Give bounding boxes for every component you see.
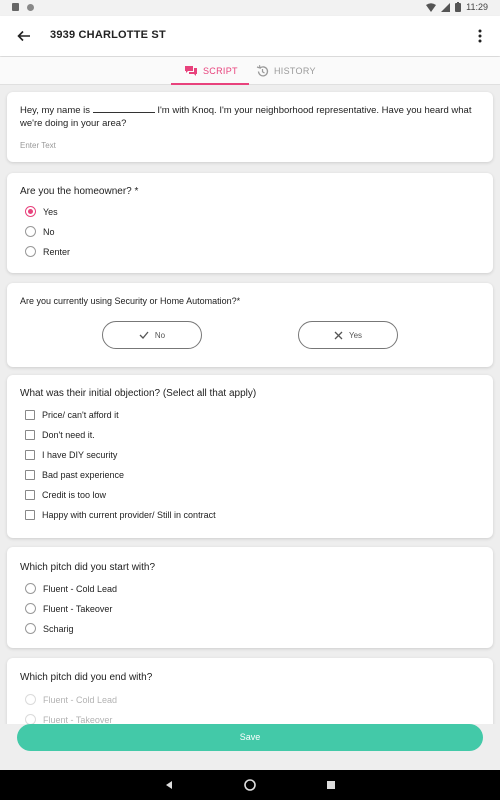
- chat-icon: [184, 65, 198, 77]
- signal-icon: [441, 3, 450, 12]
- option-label: Fluent - Cold Lead: [43, 583, 118, 594]
- notification-dot-icon: [27, 4, 34, 11]
- homeowner-card: [7, 173, 493, 273]
- objection-option[interactable]: [25, 410, 119, 420]
- option-label: Credit is too low: [42, 490, 107, 500]
- option-label: I have DIY security: [42, 450, 118, 460]
- intro-text-input[interactable]: Enter Text: [20, 141, 56, 150]
- objection-option[interactable]: [25, 450, 117, 460]
- radio-icon[interactable]: [25, 246, 36, 257]
- nav-back-icon[interactable]: [162, 778, 176, 792]
- sd-card-icon: [12, 3, 19, 11]
- radio-icon[interactable]: [25, 226, 36, 237]
- close-icon: [334, 331, 343, 340]
- intro-text-after: I'm with Knoq. I'm your neighborhood representative. Have you heard what we're doing in your area?: [20, 105, 472, 129]
- security-yes-label: Yes: [348, 330, 363, 340]
- objection-question: What was their initial objection? (Select all that apply): [20, 388, 257, 399]
- option-label: Fluent - Takeover: [43, 714, 113, 724]
- app-bar: [0, 16, 500, 56]
- pitch-end-option[interactable]: [25, 714, 112, 724]
- objection-option[interactable]: [25, 510, 216, 520]
- pitch-start-option[interactable]: [25, 623, 74, 634]
- objection-option[interactable]: [25, 430, 95, 440]
- arrow-left-icon[interactable]: [14, 26, 34, 46]
- check-icon: [139, 331, 149, 339]
- checkbox-icon[interactable]: [25, 470, 35, 480]
- objection-option[interactable]: [25, 490, 106, 500]
- objection-card: [7, 375, 493, 538]
- battery-icon: [455, 2, 461, 12]
- pitch-start-option[interactable]: [25, 583, 117, 594]
- nav-home-icon[interactable]: [243, 778, 257, 792]
- tab-bar: [0, 57, 500, 85]
- intro-card: [7, 92, 493, 162]
- checkbox-icon[interactable]: [25, 410, 35, 420]
- option-label: Don't need it.: [42, 430, 95, 440]
- more-vert-icon[interactable]: [474, 26, 486, 46]
- homeowner-option-no[interactable]: [25, 226, 55, 237]
- tab-script-label: SCRIPT: [203, 66, 238, 76]
- option-label: Price/ can't afford it: [42, 410, 119, 420]
- option-label: Fluent - Cold Lead: [43, 694, 118, 705]
- tab-history[interactable]: [256, 63, 316, 79]
- radio-icon[interactable]: [25, 714, 36, 724]
- pitch-start-card: [7, 547, 493, 648]
- checkbox-icon[interactable]: [25, 510, 35, 520]
- wifi-icon: [426, 3, 436, 12]
- pitch-end-option[interactable]: [25, 694, 117, 705]
- nav-recents-icon[interactable]: [324, 778, 338, 792]
- option-label: Yes: [43, 206, 58, 217]
- pitch-end-card: [7, 658, 493, 724]
- homeowner-option-yes[interactable]: [25, 206, 58, 217]
- radio-icon[interactable]: [25, 623, 36, 634]
- objection-option[interactable]: [25, 470, 124, 480]
- option-label: Bad past experience: [42, 470, 125, 480]
- status-bar: [0, 0, 500, 16]
- option-label: Happy with current provider/ Still in contract: [42, 510, 216, 520]
- homeowner-option-renter[interactable]: [25, 246, 70, 257]
- security-question: Are you currently using Security or Home Automation?*: [20, 296, 241, 306]
- page-title: 3939 CHARLOTTE ST: [50, 29, 166, 41]
- pitch-end-question: Which pitch did you end with?: [20, 672, 153, 683]
- homeowner-question: Are you the homeowner? *: [20, 186, 139, 197]
- option-label: No: [43, 226, 55, 237]
- intro-text: [20, 104, 480, 130]
- system-nav-bar: [0, 770, 500, 800]
- checkbox-icon[interactable]: [25, 450, 35, 460]
- intro-text-before: Hey, my name is: [20, 105, 91, 116]
- radio-selected-icon[interactable]: [25, 206, 36, 217]
- radio-icon[interactable]: [25, 583, 36, 594]
- checkbox-icon[interactable]: [25, 430, 35, 440]
- security-yes-button[interactable]: [298, 321, 398, 349]
- option-label: Fluent - Takeover: [43, 603, 113, 614]
- name-blank: [93, 104, 155, 113]
- security-card: [7, 283, 493, 367]
- tab-history-label: HISTORY: [274, 66, 316, 76]
- option-label: Renter: [43, 246, 71, 257]
- tab-script[interactable]: [184, 63, 238, 79]
- history-icon: [256, 65, 269, 78]
- script-form[interactable]: [0, 86, 500, 724]
- radio-icon[interactable]: [25, 603, 36, 614]
- checkbox-icon[interactable]: [25, 490, 35, 500]
- active-tab-indicator: [171, 83, 249, 85]
- save-button[interactable]: Save: [17, 724, 483, 751]
- option-label: Scharig: [43, 623, 74, 634]
- clock: 11:29: [466, 2, 488, 12]
- pitch-start-option[interactable]: [25, 603, 112, 614]
- radio-icon[interactable]: [25, 694, 36, 705]
- pitch-start-question: Which pitch did you start with?: [20, 562, 156, 573]
- security-no-button[interactable]: [102, 321, 202, 349]
- security-no-label: No: [154, 330, 166, 340]
